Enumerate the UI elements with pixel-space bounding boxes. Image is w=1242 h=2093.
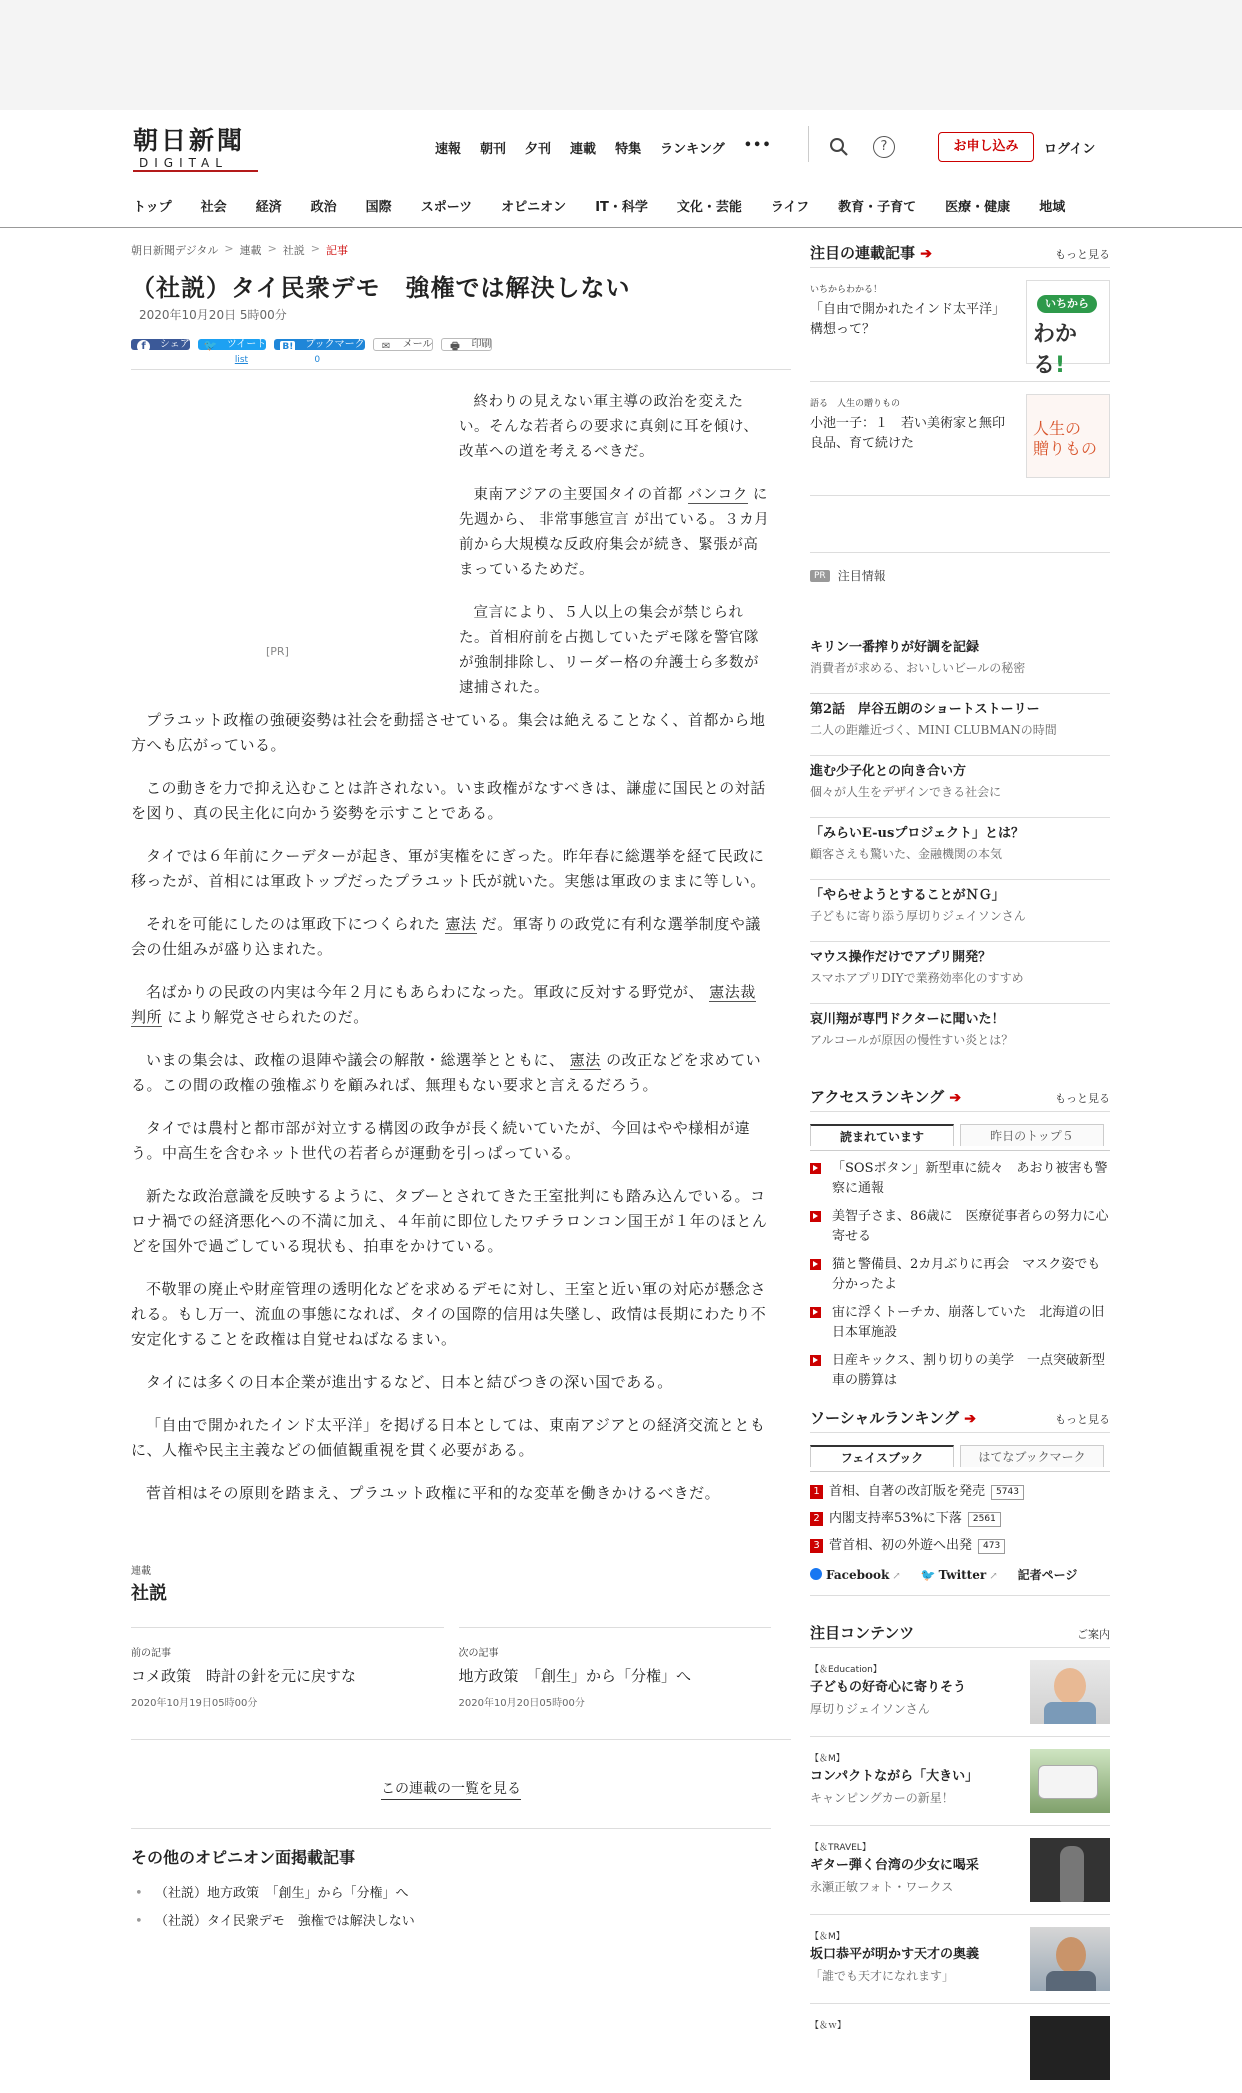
series-name[interactable]: 社説 [131, 1583, 167, 1604]
cat-keizai[interactable]: 経済 [255, 200, 282, 215]
pr-item-title: 第2話 岸谷五朗のショートストーリー [810, 702, 1040, 717]
content-kicker: 【＆TRAVEL】 [810, 1843, 871, 1853]
series-list-link-wrap [131, 1778, 771, 1798]
pr-item-title: キリン一番搾りが好調を記録 [810, 640, 980, 655]
cat-culture[interactable]: 文化・芸能 [676, 200, 742, 215]
article-top [131, 370, 771, 710]
bullet-arrow-icon [810, 1163, 821, 1174]
pr-item-sub: 個々が人生をデザインできる社会に [810, 785, 1002, 799]
text-run: 東南アジアの主要国タイの首都 [473, 487, 688, 503]
social-item-title: 菅首相、初の外遊へ出発 [829, 1538, 973, 1553]
breadcrumb-current: 記事 [326, 244, 348, 257]
pr-item[interactable] [810, 880, 1110, 942]
thumb-text [1033, 419, 1097, 459]
divider [131, 1828, 771, 1829]
body-paragraph [131, 1048, 771, 1098]
site-logo[interactable] [133, 126, 263, 170]
site-header [0, 110, 1242, 188]
hatena-icon: B! [280, 341, 295, 354]
twitter-icon: 🐦 [920, 1567, 936, 1582]
social-ranking-item[interactable] [810, 1536, 1110, 1556]
nav-choukan[interactable]: 朝刊 [480, 142, 507, 157]
print-icon: 🖶 [450, 341, 460, 352]
thumb-text-part: ! [1055, 353, 1066, 378]
featured-item[interactable] [810, 382, 1110, 496]
featured-series-header [810, 242, 1110, 268]
pr-item-sub: アルコールが原因の慢性すい炎とは？ [810, 1033, 1014, 1047]
content-item[interactable] [810, 1648, 1110, 1737]
ranking-item[interactable] [810, 1351, 1110, 1391]
featured-kicker: 語る 人生の贈りもの [810, 399, 901, 409]
featured-contents-header [810, 1622, 1110, 1648]
category-nav [0, 188, 1242, 228]
prev-title: コメ政策 時計の針を元に戻すな [131, 1667, 357, 1685]
person-photo-thumbnail [1030, 1660, 1110, 1724]
pr-ad-slot[interactable] [131, 370, 431, 710]
article-date: 2020年10月20日 5時00分 [139, 308, 287, 322]
pr-item-sub: 二人の距離近づく、MINI CLUBMANの時間 [810, 723, 1057, 737]
content-title: 坂口恭平が明かす天才の奥義 [810, 1947, 980, 1962]
logo-underline [133, 170, 258, 172]
kenpo-link[interactable]: 憲法 [569, 1051, 601, 1069]
body-paragraph [131, 980, 771, 1030]
ranking-item[interactable] [810, 1303, 1110, 1343]
tab-hatena-bookmark[interactable]: はてなブックマーク [960, 1445, 1104, 1467]
pr-item[interactable] [810, 694, 1110, 756]
ranking-item-title: 美智子さま、86歳に 医療従事者らの努力に心寄せる [832, 1209, 1109, 1244]
facebook-icon [810, 1568, 822, 1580]
bullet-arrow-icon [810, 1259, 821, 1270]
mail-icon: ✉ [381, 341, 391, 352]
tab-most-read[interactable]: 読まれています [810, 1124, 954, 1146]
pr-item-title: マウス操作だけでアプリ開発？ [810, 950, 992, 965]
featured-series-title[interactable] [810, 242, 932, 263]
ranking-item[interactable] [810, 1255, 1110, 1295]
rank-number: 2 [810, 1512, 823, 1526]
pr-item-sub: 子どもに寄り添う厚切りジェイソンさん [810, 909, 1026, 923]
thumb-text: いちから [1037, 295, 1097, 313]
next-title: 地方政策 「創生」から「分権」へ [458, 1667, 692, 1685]
subscribe-button[interactable]: お申し込み [938, 132, 1034, 162]
facebook-page-link[interactable] [810, 1568, 901, 1582]
text-run: 名ばかりの民政の内実は今年２月にもあらわになった。軍政に反対する野党が、 [146, 983, 710, 1001]
cat-education[interactable]: 教育・子育て [838, 200, 917, 215]
thumb-text-part: 贈りもの [1033, 439, 1098, 458]
twitter-count-link[interactable]: list [234, 355, 249, 365]
ranking-item-title: 「SOSボタン」新型車に続々 あおり被害も警察に通報 [832, 1161, 1108, 1196]
text-run: だ。軍寄りの政党に有利な選挙制度や議会の仕組みが盛り込まれた。 [131, 915, 761, 958]
breadcrumb-rensai[interactable]: 連載 [239, 244, 262, 257]
content-sub: 「誰でも天才になれます」 [810, 1969, 955, 1983]
cat-it-science[interactable]: IT・科学 [595, 200, 648, 215]
pr-item[interactable] [810, 818, 1110, 880]
pr-item-sub: スマホアプリDIYで業務効率化のすすめ [810, 971, 1024, 985]
list-item[interactable]: • （社説）地方政策 「創生」から「分権」へ [131, 1880, 771, 1908]
reporter-page-link[interactable]: 記者ページ [1017, 1568, 1078, 1582]
tab-facebook[interactable]: フェイスブック [810, 1445, 954, 1467]
section-title-text: 注目の連載記事 [810, 244, 916, 262]
hatena-count[interactable]: 0 [314, 355, 321, 365]
content-sub: 厚切りジェイソンさん [810, 1702, 930, 1716]
rank-number: 3 [810, 1539, 823, 1553]
guide-link[interactable]: ご案内 [1077, 1628, 1110, 1641]
thumb-text-part: 人生の [1033, 419, 1082, 438]
cat-kokusai[interactable]: 国際 [365, 200, 392, 215]
prev-next-nav [131, 1627, 771, 1709]
login-link[interactable]: ログイン [1044, 142, 1096, 157]
arrow-right-icon: ➔ [964, 1411, 976, 1427]
search-icon[interactable] [828, 136, 850, 158]
text-run: の改正などを求めている。この間の政権の強権ぶりを顧みれば、無理もない要求と言えるだろう。 [131, 1051, 762, 1094]
content-item[interactable] [810, 2004, 1110, 2093]
twitter-page-link[interactable] [921, 1568, 998, 1582]
access-ranking-list [810, 1150, 1110, 1391]
social-ranking-item[interactable] [810, 1509, 1110, 1529]
top-nav [435, 138, 772, 157]
pr-item-title: 「やらせようとすることがＮＧ」 [810, 888, 1005, 903]
section-title-text: ソーシャルランキング [810, 1409, 959, 1427]
featured-title: 「自由で開かれたインド太平洋」構想って？ [810, 302, 1006, 337]
social-ranking-tabs [810, 1445, 1110, 1467]
body-paragraph: タイには多くの日本企業が進出するなど、日本と結びつきの深い国である。 [146, 1373, 673, 1391]
content-item[interactable] [810, 1737, 1110, 1826]
article-title: （社説）タイ民衆デモ 強権では解決しない [131, 273, 631, 302]
lead-column [459, 390, 771, 719]
mail-label: メール [402, 339, 433, 350]
body-paragraph: 不敬罪の廃止や財産管理の透明化などを求めるデモに対し、王室と近い軍の対応が懸念される。もし万一、流血の事態になれば、タイの国際的信用は失墜し、政情は長期にわたり不安定化することを政権は自覚せねばなるまい。 [131, 1280, 767, 1348]
article-main [131, 228, 771, 1936]
kenpo-saibansho-link[interactable]: 憲法裁判所 [131, 983, 756, 1026]
more-link[interactable]: もっと見る [1055, 1413, 1110, 1426]
content-item[interactable] [810, 1826, 1110, 1915]
pr-item-title: 進む少子化との向き合い方 [810, 764, 967, 779]
pr-item-title: 哀川翔が専門ドクターに聞いた！ [810, 1012, 1005, 1027]
text-run: により解党させられたのだ。 [162, 1008, 369, 1026]
featured-kicker: いちからわかる！ [810, 285, 883, 295]
prev-date: 2020年10月19日05時00分 [131, 1698, 258, 1709]
bullet-arrow-icon [810, 1211, 821, 1222]
header-divider [808, 126, 809, 162]
thumb-text-part: わかる [1033, 322, 1078, 378]
cat-region[interactable]: 地域 [1039, 200, 1066, 215]
ichikara-wakaru-thumbnail [1026, 280, 1110, 378]
thumb-text [1033, 317, 1109, 379]
link-label: Facebook [826, 1567, 890, 1582]
facebook-icon: f [137, 340, 150, 353]
nav-ranking[interactable]: ランキング [660, 142, 725, 157]
access-ranking-tabs [810, 1124, 1110, 1146]
social-links [810, 1566, 1110, 1596]
content-title: 子どもの好奇心に寄りそう [810, 1680, 967, 1695]
other-articles-list [131, 1880, 771, 1936]
share-count: 5743 [991, 1485, 1024, 1500]
cat-life[interactable]: ライフ [770, 200, 810, 215]
pr-list [810, 632, 1110, 1066]
pr-item-sub: 顧客さえも驚いた、金融機関の本気 [810, 847, 1003, 861]
ranking-item-title: 猫と警備員、2カ月ぶりに再会 マスク姿でも分かったよ [832, 1257, 1101, 1292]
content-title: ギター弾く台湾の少女に喝采 [810, 1858, 979, 1873]
next-article-link[interactable] [459, 1627, 772, 1709]
article-body [131, 708, 771, 1506]
body-paragraph: プラユット政権の強硬姿勢は社会を動揺させている。集会は絶えることなく、首都から地方へも広がっている。 [131, 711, 766, 754]
content-sub: 永瀬正敏フォト・ワークス [810, 1880, 954, 1894]
body-paragraph: この動きを力で抑え込むことは許されない。いま政権がなすべきは、謙虚に国民との対話を図り、真の民主化に向かう姿勢を示すことである。 [131, 779, 766, 822]
cat-health[interactable]: 医療・健康 [945, 200, 1011, 215]
content-item[interactable] [810, 1915, 1110, 2004]
pr-info-title: 注目情報 [837, 569, 886, 583]
breadcrumb [131, 242, 771, 258]
pr-item[interactable] [810, 942, 1110, 1004]
social-item-title: 首相、自著の改訂版を発売 [829, 1484, 986, 1499]
content-kicker: 【＆M】 [810, 1754, 845, 1764]
cat-shakai[interactable]: 社会 [200, 200, 227, 215]
jinsei-okurimono-thumbnail [1026, 394, 1110, 478]
breadcrumb-sep: > [224, 242, 234, 255]
pr-item[interactable] [810, 756, 1110, 818]
social-ranking-list [810, 1471, 1110, 1556]
breadcrumb-home[interactable]: 朝日新聞デジタル [131, 244, 219, 257]
prev-label: 前の記事 [131, 1648, 171, 1659]
ad-space [0, 0, 1242, 110]
body-paragraph: 新たな政治意識を反映するように、タブーとされてきた王室批判にも踏み込んでいる。コロナ禍での経済悪化への不満に加え、４年前に即位したワチラロンコン国王が１年のほとんどを国外で過ごしている現状も、拍車をかけている。 [131, 1187, 768, 1255]
nav-sokuho[interactable]: 速報 [435, 142, 462, 157]
featured-title: 小池一子：１ 若い美術家と無印良品、育て続けた [810, 416, 1006, 451]
breadcrumb-sep: > [310, 242, 320, 255]
logo-sub-text: DIGITAL [139, 156, 228, 170]
text-run: に先週から、 非常事態宣言 が出ている。３カ月前から大規模な反政府集会が続き、緊張が高まっているためだ。 [459, 487, 770, 578]
twitter-share-label: ツイート [226, 339, 267, 350]
social-item-title: 内閣支持率53%に下落 [829, 1511, 962, 1526]
cat-sports[interactable]: スポーツ [420, 200, 473, 215]
camper-photo-thumbnail [1030, 1749, 1110, 1813]
lead-paragraph [459, 483, 771, 583]
next-date: 2020年10月20日05時00分 [458, 1698, 585, 1709]
body-paragraph: タイでは６年前にクーデターが起き、軍が実権をにぎった。昨年春に総選挙を経て民政に移ったが、首相には軍政トップだったプラユット氏が就いた。実態は軍政のままに等しい。 [131, 847, 766, 890]
nav-tokushu[interactable]: 特集 [615, 142, 642, 157]
pr-info-header [810, 552, 1110, 594]
pr-item[interactable] [810, 632, 1110, 694]
print-button[interactable] [441, 338, 492, 351]
guitar-girl-photo-thumbnail [1030, 1838, 1110, 1902]
breadcrumb-sep: > [267, 242, 277, 255]
more-link[interactable]: もっと見る [1055, 1092, 1110, 1105]
sidebar [810, 228, 1110, 2093]
bullet-arrow-icon [810, 1307, 821, 1318]
ranking-item[interactable] [810, 1159, 1110, 1199]
cat-seiji[interactable]: 政治 [310, 200, 337, 215]
nav-rensai[interactable]: 連載 [570, 142, 597, 157]
arrow-right-icon: ➔ [949, 1090, 962, 1106]
content-kicker: 【＆ｗ】 [810, 2021, 847, 2031]
cat-top[interactable]: トップ [133, 200, 172, 215]
hatena-bookmark-label: ブックマーク [305, 339, 365, 350]
next-label: 次の記事 [458, 1648, 499, 1659]
kenpo-link[interactable]: 憲法 [445, 915, 477, 933]
print-label: 印刷 [471, 339, 492, 350]
mail-button[interactable] [373, 338, 434, 351]
share-count: 473 [978, 1539, 1005, 1554]
tab-yesterday-top5[interactable]: 昨日のトップ５ [960, 1124, 1104, 1146]
share-count: 2561 [968, 1512, 1001, 1527]
access-ranking-header [810, 1086, 1110, 1112]
series-block [131, 1562, 771, 1605]
twitter-icon: 🐦 [203, 339, 218, 352]
body-paragraph: タイでは農村と都市部が対立する構図の政争が長く続いていたが、今回はやや様相が違う。中高生を含むネット世代の若者らが運動を引っぱっている。 [131, 1119, 751, 1162]
list-item[interactable]: • （社説）タイ民衆デモ 強権では解決しない [131, 1908, 771, 1936]
featured-item[interactable] [810, 268, 1110, 382]
person-photo-thumbnail [1030, 1927, 1110, 1991]
other-articles-title: その他のオピニオン面掲載記事 [131, 1848, 356, 1867]
pr-label: [PR] [266, 645, 289, 658]
nav-yukan[interactable]: 夕刊 [525, 142, 552, 157]
more-link[interactable]: もっと見る [1055, 248, 1110, 261]
social-ranking-title[interactable] [810, 1407, 976, 1428]
lead-paragraph: 終わりの見えない軍主導の政治を変えたい。そんな若者らの要求に真剣に耳を傾け、改革への道を考えるべきだ。 [459, 394, 759, 460]
photo-thumbnail [1030, 2016, 1110, 2080]
body-paragraph [131, 912, 771, 962]
share-bar [131, 333, 771, 369]
social-ranking-item[interactable] [810, 1482, 1110, 1502]
cat-opinion[interactable]: オピニオン [501, 200, 567, 215]
help-icon[interactable]: ? [873, 136, 895, 158]
text-run: それを可能にしたのは軍政下につくられた [146, 915, 446, 933]
divider [131, 1739, 791, 1740]
facebook-share-button[interactable] [131, 339, 190, 350]
content-sub: キャンピングカーの新星！ [810, 1791, 954, 1805]
section-title-text: アクセスランキング [810, 1088, 945, 1106]
content-kicker: 【＆M】 [810, 1932, 845, 1942]
more-menu-icon[interactable]: ••• [743, 138, 772, 153]
series-list-link[interactable]: この連載の一覧を見る [381, 1781, 521, 1800]
arrow-right-icon: ➔ [920, 246, 932, 262]
link-label: Twitter [938, 1567, 987, 1582]
bangkok-link[interactable]: バンコク [687, 487, 748, 503]
body-paragraph: 「自由で開かれたインド太平洋」を掲げる日本としては、東南アジアとの経済交流とともに、人権や民主主義などの価値観重視を貫く必要がある。 [131, 1416, 766, 1459]
twitter-share-button[interactable] [198, 339, 267, 350]
featured-contents-title: 注目コンテンツ [810, 1624, 915, 1642]
facebook-share-label: シェア [160, 339, 190, 350]
pr-badge: PR [810, 570, 830, 582]
text-run: いまの集会は、政権の退陣や議会の解散・総選挙とともに、 [146, 1051, 570, 1069]
breadcrumb-shasetsu[interactable]: 社説 [282, 244, 305, 257]
social-ranking-header [810, 1407, 1110, 1433]
ranking-item[interactable] [810, 1207, 1110, 1247]
body-paragraph: 菅首相はその原則を踏まえ、プラユット政権に平和的な変革を働きかけるべきだ。 [146, 1484, 721, 1502]
content-kicker: 【＆Education】 [810, 1665, 882, 1675]
series-kicker: 連載 [131, 1566, 151, 1577]
ranking-item-title: 日産キックス、割り切りの美学 一点突破新型車の勝算は [832, 1353, 1106, 1388]
access-ranking-title[interactable] [810, 1086, 961, 1107]
pr-item[interactable] [810, 1004, 1110, 1066]
ranking-item-title: 宙に浮くトーチカ、崩落していた 北海道の旧日本軍施設 [832, 1305, 1105, 1340]
bullet-arrow-icon [810, 1355, 821, 1366]
hatena-bookmark-button[interactable] [274, 339, 364, 350]
logo-main-text: 朝日新聞 [133, 126, 246, 155]
external-link-icon: ↗ [892, 1570, 901, 1582]
external-link-icon: ↗ [989, 1570, 998, 1582]
content-title: コンパクトながら「大きい」 [810, 1769, 979, 1784]
lead-paragraph: 宣言により、５人以上の集会が禁じられた。首相府前を占拠していたデモ隊を警官隊が強制排除し、リーダー格の弁護士ら多数が逮捕された。 [459, 605, 759, 696]
pr-item-sub: 消費者が求める、おいしいビールの秘密 [810, 661, 1026, 675]
prev-article-link[interactable] [131, 1627, 444, 1709]
rank-number: 1 [810, 1485, 823, 1499]
pr-item-title: 「みらいE-usプロジェクト」とは？ [810, 826, 1025, 841]
